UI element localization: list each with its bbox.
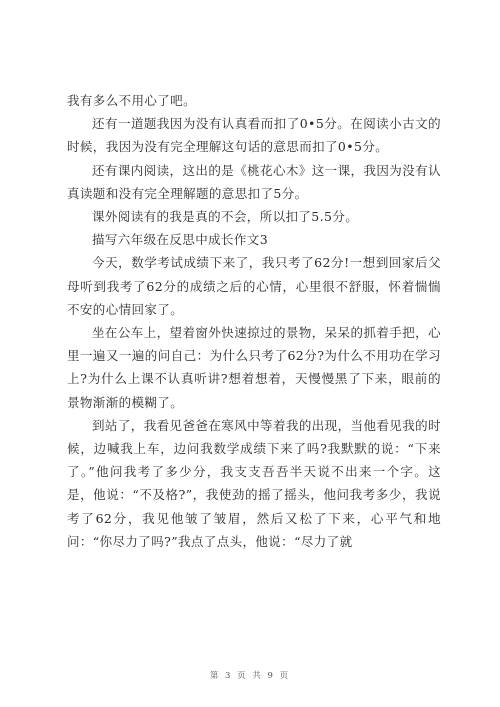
paragraph-8: 到站了，我看见爸爸在寒风中等着我的出现，当他看见我的时候，边喊我上车，边问我数学成绩下来了吗?我默默的说：“下来了。”他问我考了多少分，我支支吾吾半天说不出来一个字。这是，他说：“不及格?”，我使劲的摇了摇头，他问我考多少，我说考了62分，我见他皱了皱眉，然后又松了下来，心平气和地问：“你尽力了吗?”我点了点头，他说：“尽力了就	[67, 417, 441, 549]
paragraph-4: 课外阅读有的我是真的不会，所以扣了5.5分。	[92, 209, 359, 225]
paragraph-3: 还有课内阅读，这出的是《桃花心木》这一课，我因为没有认真读题和没有完全理解题的意思扣了5分。	[67, 162, 441, 201]
page-body	[67, 89, 441, 553]
section-heading: 描写六年级在反思中成长作文3	[92, 232, 269, 248]
paragraph-6: 今天，数学考试成绩下来了，我只考了62分!一想到回家后父母听到我考了62分的成绩之后的心情，心里很不舒服，怀着惴惴不安的心情回家了。	[67, 255, 441, 317]
page-footer: 第 3 页 共 9 页	[209, 671, 291, 681]
paragraph-1: 我有多么不用心了吧。	[67, 93, 197, 108]
paragraph-7: 坐在公车上，望着窗外快速掠过的景物，呆呆的抓着手把，心里一遍又一遍的问自己：为什么只考了62分?为什么不用功在学习上?为什么上课不认真听讲?想着想着，天慢慢黑了下来，眼前的景物渐渐的模糊了。	[67, 325, 441, 410]
paragraph-2: 还有一道题我因为没有认真看而扣了0•5分。在阅读小古文的时候，我因为没有完全理解这句话的意思而扣了0•5分。	[67, 116, 441, 155]
